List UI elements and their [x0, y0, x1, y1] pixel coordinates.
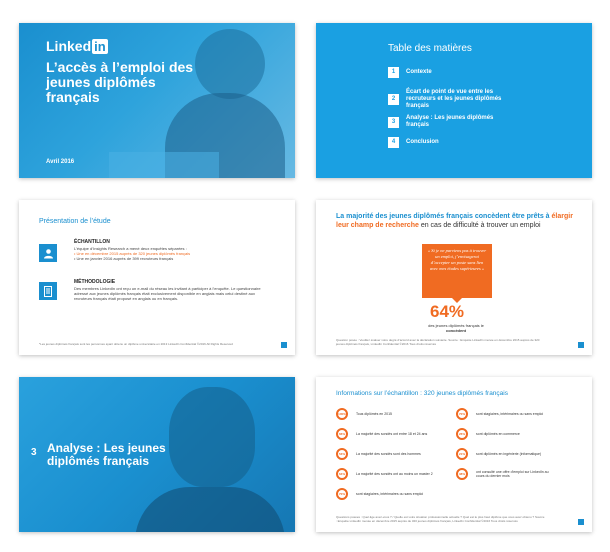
slide-table-of-contents[interactable] — [316, 23, 592, 178]
stat-label: sont diplômés en commerce — [476, 431, 520, 436]
sample-bullet-1: • Une en décembre 2015 auprès de 320 jeunes diplômés français — [74, 251, 191, 256]
toc-label: Écart de point de vue entre les recruteurs et les jeunes diplômés français — [406, 89, 502, 109]
woman-photo-head — [195, 29, 265, 99]
stat-circle: 64% — [336, 468, 348, 480]
stat-label: Tous diplômés en 2015 — [356, 411, 392, 416]
linkedin-logo — [46, 38, 108, 54]
stat-label: sont stagiaires, intérimaires ou sans emploi — [476, 411, 544, 416]
slide-heading: Présentation de l’étude — [39, 218, 111, 225]
sample-title: ÉCHANTILLON — [74, 239, 110, 245]
percentage-label-text: des jeunes diplômés français le — [428, 323, 484, 328]
person-icon — [39, 244, 57, 262]
toc-number: 2 — [388, 94, 399, 105]
laptop-photo — [109, 152, 219, 178]
slide-headline — [336, 212, 586, 230]
stat-label: sont diplômés en ingénierie (informatique) — [476, 451, 542, 456]
slide-section-analysis[interactable] — [19, 377, 295, 532]
young-man-photo-body — [135, 487, 285, 532]
headline-highlight: élargir leur champ de recherche — [336, 213, 573, 229]
logo-text: Linked — [46, 38, 92, 54]
toc-number: 4 — [388, 137, 399, 148]
slide-broaden-search[interactable] — [316, 200, 592, 355]
stat-circle: 66% — [336, 428, 348, 440]
methodology-title: MÉTHODOLOGIE — [74, 279, 116, 285]
stat-label: ont consulté une offre d’emploi sur LinkedIn au cours du dernier mois — [476, 469, 549, 478]
big-percentage: 64% — [430, 302, 465, 321]
stat-circle: 38% — [456, 468, 468, 480]
toc-item-1 — [388, 67, 516, 78]
stat-circle: 70% — [456, 408, 468, 420]
headline-part-2: en cas de difficulté à trouver un emploi — [418, 222, 541, 229]
stat-item — [456, 468, 556, 480]
toc-label: Conclusion — [406, 139, 439, 145]
toc-number: 1 — [388, 67, 399, 78]
headline-part-1: La majorité des jeunes diplômés français concèdent être prêts à — [336, 213, 552, 220]
document-icon — [39, 282, 57, 300]
stat-circle: 100% — [336, 408, 348, 420]
quote-box: « Si je ne parviens pas à trouver un emploi, j’envisagerai d’accepter un poste sans lien avec mes études supérieures » — [422, 244, 492, 298]
methodology-block — [74, 280, 274, 301]
stat-item — [336, 488, 436, 500]
toc-item-4 — [388, 137, 516, 148]
stat-item — [456, 408, 556, 420]
stat-circle: 70% — [336, 488, 348, 500]
stat-circle: 21% — [456, 448, 468, 460]
stat-circle: 53% — [336, 448, 348, 460]
slide-footnote: Question posée : Veuillez évaluer votre degré d’accord avec la déclaration suivante. Source : Enquête LinkedIn menée en décembre 2015 auprès de 320 jeunes diplômés français, LinkedIn Confidential ©2016 Tous droits réservés — [336, 338, 540, 346]
stat-item — [336, 428, 436, 440]
stat-item — [456, 428, 556, 440]
slide-date: Avril 2016 — [46, 159, 75, 165]
page-marker — [281, 342, 287, 348]
young-man-photo-head — [169, 387, 255, 487]
page-marker — [578, 519, 584, 525]
stat-circle: 26% — [456, 428, 468, 440]
slide-heading: Informations sur l’échantillon : 320 jeunes diplômés français — [336, 390, 508, 397]
methodology-text: Des membres LinkedIn ont reçu un e-mail du réseau les invitant à participer à l’enquête. Le questionnaire adressé aux jeunes diplômés français était exclusivement disponible en anglais mais celui destiné aux recruteurs français était proposé en anglais ou en français. — [74, 286, 261, 301]
stat-item — [456, 448, 556, 460]
sample-block — [74, 240, 274, 261]
sample-bullet-2: • Une en janvier 2016 auprès de 399 recruteurs français — [74, 256, 174, 261]
toc-item-3 — [388, 115, 516, 129]
stat-item — [336, 408, 436, 420]
stat-item — [336, 448, 436, 460]
slide-footnote: Questions posées : Quel âge avez-vous ? / Quelle est votre situation professionnelle actuelle ? Quel est le plus haut diplôme que vous avez obtenu ? Source : Enquête LinkedIn menée en décembre 2015 auprès de 320 jeunes diplômés français, LinkedIn Confidential ©2016 Tous droits réservés — [336, 515, 545, 523]
stat-label: La majorité des sondés ont entre 18 et 24 ans — [356, 431, 428, 436]
slide-sample-info[interactable] — [316, 377, 592, 532]
page-marker — [578, 342, 584, 348]
stat-label: La majorité des sondés sont des hommes — [356, 451, 421, 456]
toc-label: Contexte — [406, 69, 432, 75]
stat-item — [336, 468, 436, 480]
sample-line: L’équipe d’Insights Research a mené deux enquêtes séparées : — [74, 246, 187, 251]
stat-label: La majorité des sondés ont au moins un master 2 — [356, 471, 433, 476]
toc-title: Table des matières — [388, 43, 472, 54]
logo-in: in — [94, 38, 106, 54]
toc-label: Analyse : Les jeunes diplômés français — [406, 115, 494, 128]
section-number: 3 — [31, 447, 37, 458]
slide-title[interactable] — [19, 23, 295, 178]
slide-title-text: L’accès à l’emploi des jeunes diplômés français — [46, 59, 194, 105]
percentage-label — [416, 323, 496, 333]
section-title: Analyse : Les jeunes diplômés français — [47, 441, 166, 468]
percentage-label-bold: concèdent — [445, 328, 466, 333]
stat-label: sont stagiaires, intérimaires ou sans emploi — [356, 491, 424, 496]
toc-number: 3 — [388, 117, 399, 128]
slide-study-presentation[interactable] — [19, 200, 295, 355]
slide-footnote: *Les jeunes diplômés français sont les personnes ayant obtenu un diplôme universitaire en 2013 LinkedIn Confidential ©2016 All Rights Reserved — [39, 342, 233, 346]
toc-item-2 — [388, 89, 516, 110]
